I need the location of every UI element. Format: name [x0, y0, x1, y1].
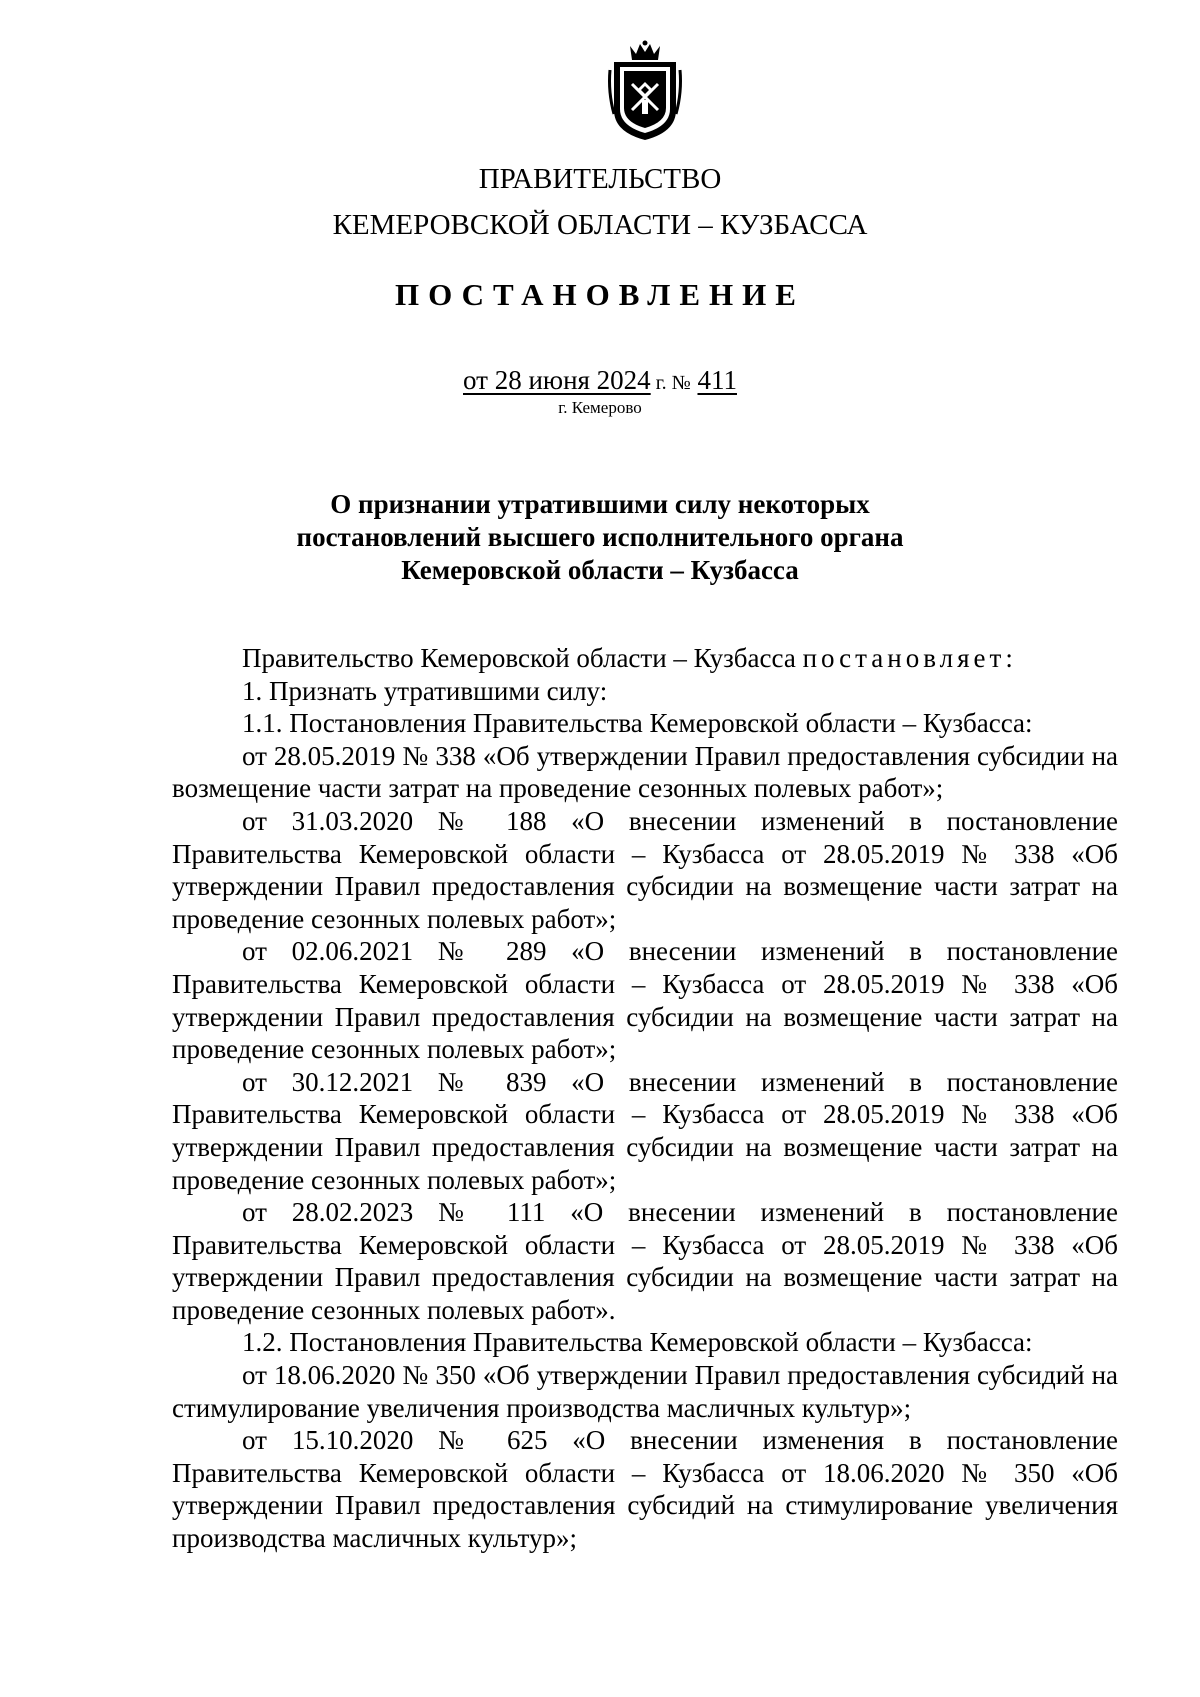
intro-colon: :: [1005, 643, 1013, 673]
government-name-line2: КЕМЕРОВСКОЙ ОБЛАСТИ – КУЗБАССА: [332, 209, 868, 241]
document-date: от 28 июня 2024: [463, 365, 651, 395]
item-1-1: 1.1. Постановления Правительства Кемеровской области – Кузбасса:: [242, 708, 1033, 739]
title-line: О признании утратившими силу некоторых: [330, 489, 870, 519]
item-1-2: 1.2. Постановления Правительства Кемеровской области – Кузбасса:: [242, 1327, 1033, 1358]
list-item: от 18.06.2020 № 350 «Об утверждении Правил предоставления субсидий на стимулирование увеличения производства масличных культур»;: [172, 1360, 1118, 1423]
number-sign: №: [666, 372, 691, 394]
list-item: от 31.03.2020 № 188 «О внесении изменений в постановление Правительства Кемеровской области – Кузбасса от 28.05.2019 № 338 «Об утверждении Правил предоставления субсидии на возмещение части затрат на проведение сезонных полевых работ»;: [172, 805, 1118, 934]
document-body: [172, 642, 1118, 1555]
resolves-word: постановляет: [802, 643, 1006, 673]
document-type: ПОСТАНОВЛЕНИЕ: [395, 277, 805, 312]
list-item: от 15.10.2020 № 625 «О внесении изменения в постановление Правительства Кемеровской области – Кузбасса от 18.06.2020 № 350 «Об утверждении Правил предоставления субсидий на стимулирование увеличения производства масличных культур»;: [172, 1425, 1118, 1554]
list-item: от 30.12.2021 № 839 «О внесении изменений в постановление Правительства Кемеровской области – Кузбасса от 28.05.2019 № 338 «Об утверждении Правил предоставления субсидии на возмещение части затрат на проведение сезонных полевых работ»;: [172, 1066, 1118, 1195]
document-date-number: [0, 364, 1200, 399]
list-item: от 02.06.2021 № 289 «О внесении изменений в постановление Правительства Кемеровской области – Кузбасса от 28.05.2019 № 338 «Об утверждении Правил предоставления субсидии на возмещение части затрат на проведение сезонных полевых работ»;: [172, 936, 1118, 1065]
list-item: от 28.05.2019 № 338 «Об утверждении Правил предоставления субсидии на возмещение части затрат на проведение сезонных полевых работ»;: [172, 740, 1118, 804]
title-line: Кемеровской области – Кузбасса: [401, 555, 799, 585]
document-city: г. Кемерово: [558, 398, 642, 417]
document-title: [200, 488, 1000, 587]
intro-paragraph: [172, 642, 1118, 675]
title-line: постановлений высшего исполнительного органа: [296, 522, 904, 552]
year-suffix: г.: [650, 372, 667, 394]
list-item: от 28.02.2023 № 111 «О внесении изменений в постановление Правительства Кемеровской области – Кузбасса от 28.05.2019 № 338 «Об утверждении Правил предоставления субсидии на возмещение части затрат на проведение сезонных полевых работ».: [172, 1197, 1118, 1325]
intro-text: Правительство Кемеровской области – Кузбасса: [242, 643, 803, 673]
item-1: 1. Признать утратившими силу:: [242, 675, 608, 706]
document-number: 411: [697, 365, 737, 395]
government-name-line1: ПРАВИТЕЛЬСТВО: [478, 163, 722, 195]
coat-of-arms-icon: [606, 40, 684, 144]
